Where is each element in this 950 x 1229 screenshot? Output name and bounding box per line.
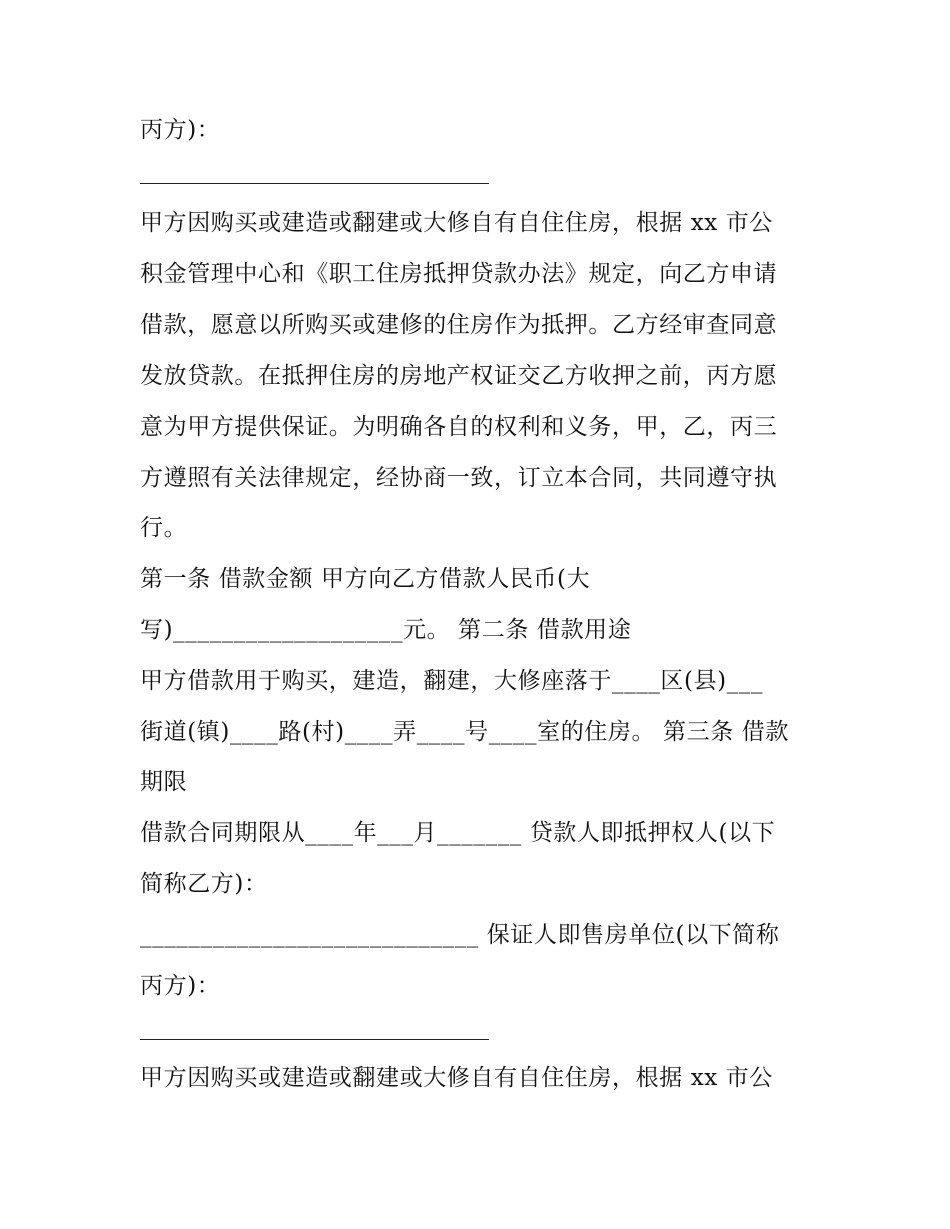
text-line: 写)___________________元。 第二条 借款用途 xyxy=(140,617,632,643)
text-line: 期限 xyxy=(140,769,188,795)
text-line: ____________________________ 保证人即售房单位(以下简称 xyxy=(140,922,780,948)
text-line: 丙方)： xyxy=(140,973,221,999)
text-line: 简称乙方)： xyxy=(140,871,268,897)
text-line: 发放贷款。在抵押住房的房地产权证交乙方收押之前，丙方愿 xyxy=(140,363,778,389)
article-1-heading: 第一条 借款金额 甲方向乙方借款人民币(大 xyxy=(140,566,591,592)
text-line: 借款，愿意以所购买或建修的住房作为抵押。乙方经审查同意 xyxy=(140,312,778,338)
text-line: 方遵照有关法律规定，经协商一致，订立本合同，共同遵守执 xyxy=(140,465,778,491)
text-line: 街道(镇)____路(村)____弄____号____室的住房。 第三条 借款 xyxy=(140,719,789,745)
blank-underline xyxy=(140,1039,489,1040)
text-line: 积金管理中心和《职工住房抵押贷款办法》规定，向乙方申请 xyxy=(140,261,778,287)
text-line: 丙方)： xyxy=(140,117,221,143)
text-line: 行。 xyxy=(140,515,188,541)
blank-underline xyxy=(140,183,489,184)
text-line: 甲方借款用于购买，建造，翻建，大修座落于____区(县)___ xyxy=(140,668,764,694)
text-line: 意为甲方提供保证。为明确各自的权利和义务，甲，乙，丙三 xyxy=(140,414,778,440)
text-line: 甲方因购买或建造或翻建或大修自有自住住房，根据 xx 市公 xyxy=(140,1065,773,1091)
text-line: 借款合同期限从____年___月_______ 贷款人即抵押权人(以下 xyxy=(140,820,776,846)
text-line: 甲方因购买或建造或翻建或大修自有自住住房，根据 xx 市公 xyxy=(140,210,773,236)
